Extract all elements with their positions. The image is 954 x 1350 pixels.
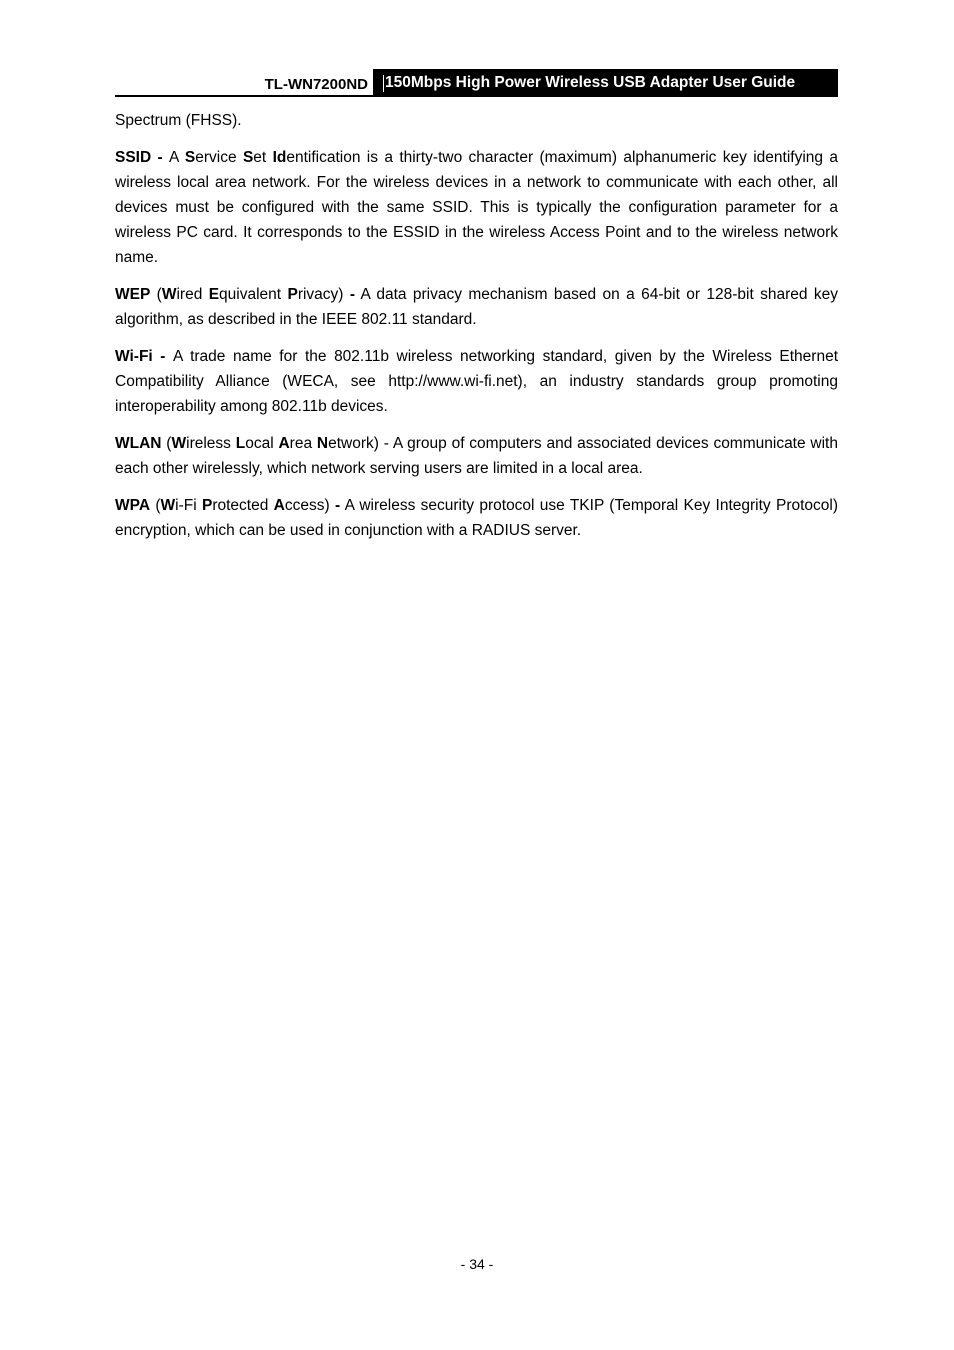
definition-text: entification is a thirty-two character (maximum) alphanumeric key identifying a wireless local area network. For the wireless devices in a network to communicate with each other, all devices must be configured with the same SSID. This is typically the configuration parameter for a wireless PC card. It corresponds to the ESSID in the wireless Access Point and to the wireless network name. <box>115 149 838 266</box>
definition-text: et <box>253 149 273 166</box>
page-header <box>115 69 838 97</box>
term-bold-text: W <box>171 435 187 452</box>
model-name: TL-WN7200ND <box>264 76 368 93</box>
definition-text: i-Fi <box>175 497 202 514</box>
term-bold-text: W <box>161 286 177 303</box>
term-bold-text: P <box>287 286 298 303</box>
term-bold-text: SSID - <box>115 149 170 166</box>
term-bold-text: W <box>160 497 176 514</box>
glossary-entry-wpa <box>115 493 838 543</box>
definition-text: ( <box>150 497 161 514</box>
term-bold-text: WLAN <box>115 435 162 452</box>
definition-text: ocal <box>245 435 279 452</box>
term-bold-text: P <box>201 497 213 514</box>
definition-text: ireless <box>186 435 236 452</box>
glossary-entry-wep <box>115 282 838 332</box>
term-bold-text: L <box>235 435 246 452</box>
page-number: - 34 - <box>460 1256 494 1272</box>
definition-text: rotected <box>212 497 274 514</box>
glossary-content <box>115 108 838 555</box>
definition-text: A <box>169 149 185 166</box>
guide-title: 150Mbps High Power Wireless USB Adapter User Guide <box>373 69 838 97</box>
term-bold-text: - <box>334 497 341 514</box>
term-bold-text: WEP <box>115 286 151 303</box>
definition-text: rivacy) <box>297 286 350 303</box>
definition-text: ervice <box>195 149 243 166</box>
definition-text: ired <box>176 286 209 303</box>
glossary-entry-wlan <box>115 431 838 481</box>
definition-text: etwork) - A group of computers and associated devices communicate with each other wirelessly, which network serving users are limited in a local area. <box>115 435 838 477</box>
term-bold-text: S <box>242 149 254 166</box>
term-bold-text: E <box>208 286 220 303</box>
definition-text: A wireless security protocol use TKIP (Temporal Key Integrity Protocol) encryption, which can be used in conjunction with a RADIUS server. <box>115 497 839 539</box>
definition-text: quivalent <box>219 286 288 303</box>
term-bold-text: N <box>316 435 329 452</box>
term-bold-text: A <box>273 497 285 514</box>
glossary-entry-wifi <box>115 344 838 419</box>
definition-text: A data privacy mechanism based on a 64-bit or 128-bit shared key algorithm, as described in the IEEE 802.11 standard. <box>115 286 839 328</box>
definition-text: ( <box>161 435 172 452</box>
term-bold-text: Id <box>272 149 287 166</box>
glossary-entry-spectrum <box>115 108 838 133</box>
term-bold-text: S <box>184 149 196 166</box>
definition-text: Spectrum (FHSS). <box>115 112 242 129</box>
glossary-entry-ssid <box>115 145 838 270</box>
definition-text: ccess) <box>284 497 335 514</box>
term-bold-text: A <box>278 435 290 452</box>
term-bold-text: WPA <box>115 497 151 514</box>
term-bold-text: Wi-Fi - <box>115 348 174 365</box>
definition-text: rea <box>289 435 317 452</box>
term-bold-text: - <box>349 286 355 303</box>
definition-text: ( <box>150 286 162 303</box>
definition-text: A trade name for the 802.11b wireless networking standard, given by the Wireless Ethernet Compatibility Alliance (WECA, see http://www.wi-fi.net), an industry standards group promoting interoperability among 802.11b devices. <box>115 348 838 415</box>
